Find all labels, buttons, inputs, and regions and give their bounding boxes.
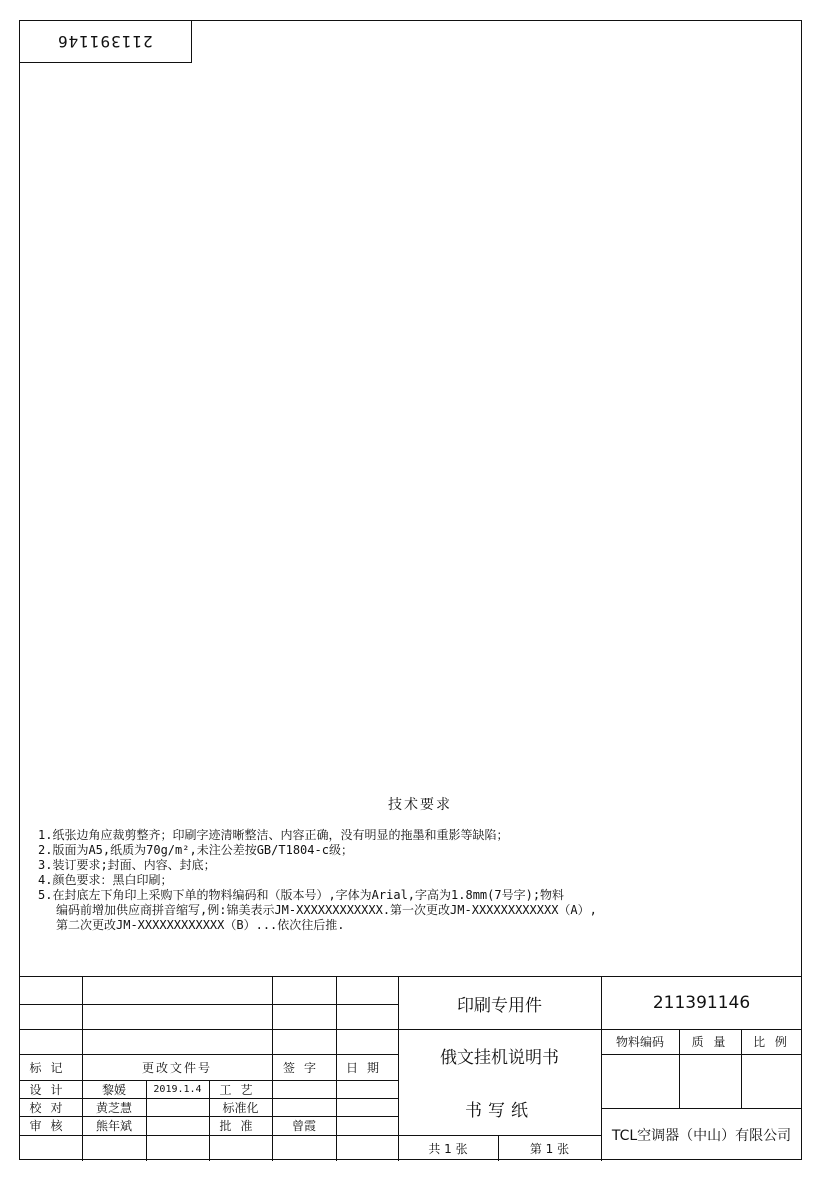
- approver-name: 曾霞: [291, 1119, 316, 1133]
- date-header: 日期: [345, 1060, 388, 1075]
- review-label: 审核: [29, 1119, 72, 1133]
- paper-type: 书写纸: [465, 1101, 534, 1121]
- requirement-item-continued: 第二次更改JM-XXXXXXXXXXXX（B）...依次往后推.: [56, 918, 345, 932]
- sheets-total: 共 1 张: [428, 1141, 468, 1156]
- document-name: 俄文挂机说明书: [440, 1048, 559, 1068]
- design-date: 2019.1.4: [153, 1083, 202, 1095]
- requirement-item: 1.纸张边角应裁剪整齐；印刷字迹清晰整洁、内容正确，没有明显的拖墨和重影等缺陷；: [38, 828, 509, 842]
- design-label: 设计: [29, 1082, 72, 1097]
- part-number: 211391146: [652, 993, 751, 1013]
- checker-name: 黄芝慧: [95, 1100, 132, 1115]
- approve-label: 批准: [219, 1119, 262, 1133]
- tech-requirements-title: 技术要求: [388, 797, 452, 813]
- tech-requirements-list: [38, 828, 798, 933]
- standardization-label: 标准化: [222, 1100, 259, 1115]
- change-doc-header: 更改文件号: [141, 1060, 212, 1075]
- print-only-label: 印刷专用件: [457, 995, 542, 1016]
- material-code-header: 物料编码: [615, 1035, 664, 1049]
- requirement-item: 2.版面为A5,纸质为70g/m²,未注公差按GB/T1804-c级；: [38, 843, 353, 857]
- designer-name: 黎媛: [101, 1082, 126, 1097]
- requirement-item: 4.颜色要求：黑白印刷；: [38, 873, 173, 887]
- ratio-header: 比 例: [753, 1035, 790, 1049]
- company-name: TCL空调器（中山）有限公司: [611, 1127, 792, 1144]
- requirement-item-continued: 编码前增加供应商拼音缩写,例:锦美表示JM-XXXXXXXXXXXX.第一次更改JM-XXXXXXXXXXXX（A）,: [56, 903, 597, 917]
- code-stamp-box: [19, 20, 192, 63]
- mark-header: 标记: [29, 1060, 72, 1075]
- requirement-item: 5.在封底左下角印上采购下单的物料编码和（版本号）,字体为Arial,字高为1.8mm(7号字);物料: [38, 888, 565, 902]
- process-label: 工艺: [219, 1082, 262, 1097]
- sheet-number: 第 1 张: [529, 1141, 570, 1156]
- check-label: 校对: [29, 1100, 72, 1115]
- requirement-item: 3.装订要求;封面、内容、封底；: [38, 858, 216, 872]
- code-stamp: 211391146: [57, 31, 153, 51]
- quality-header: 质 量: [691, 1035, 729, 1049]
- sign-header: 签字: [282, 1060, 325, 1075]
- reviewer-name: 熊年斌: [95, 1119, 132, 1133]
- title-block: [19, 976, 802, 1160]
